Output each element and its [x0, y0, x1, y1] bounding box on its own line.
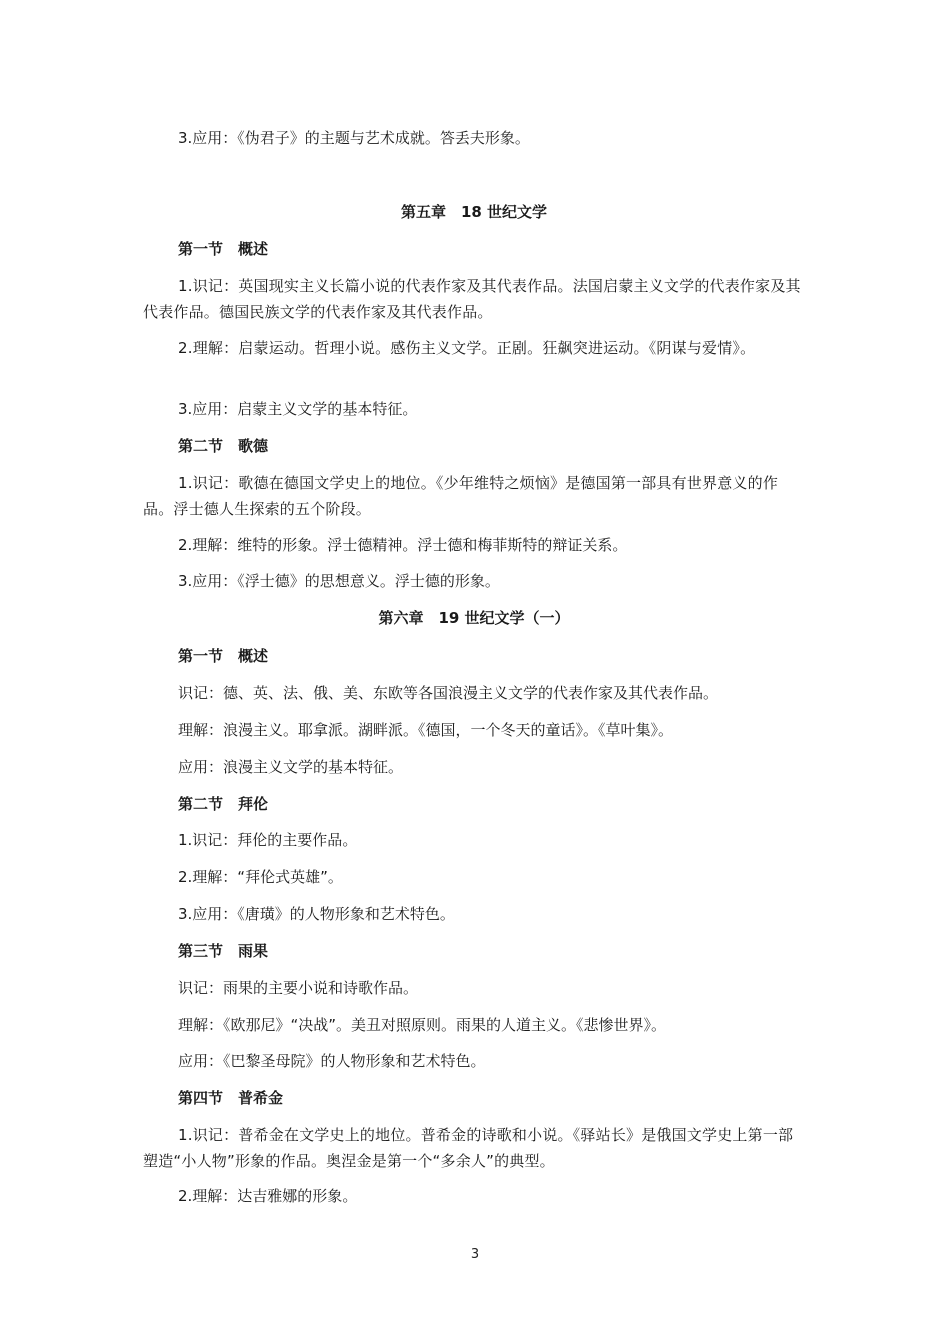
ch6-s4-item-2: 2.理解：达吉雅娜的形象。 [178, 1187, 358, 1205]
chapter-5-title: 第五章 18 世纪文学 [400, 203, 548, 221]
ch6-s3-item-1: 识记：雨果的主要小说和诗歌作品。 [178, 979, 419, 997]
ch6-s1-item-2: 理解：浪漫主义。耶拿派。湖畔派。《德国，一个冬天的童话》。《草叶集》。 [178, 721, 674, 739]
ch5-s2-item-1: 1.识记：歌德在德国文学史上的地位。《少年维特之烦恼》是德国第一部具有世界意义的作品。浮士德人生探索的五个阶段。 [143, 474, 779, 518]
ch6-section-4-heading: 第四节 普希金 [178, 1089, 284, 1107]
ch6-section-2-heading: 第二节 拜伦 [178, 795, 269, 813]
ch6-s4-item-1: 1.识记：普希金在文学史上的地位。普希金的诗歌和小说。《驿站长》是俄国文学史上第一部塑造“小人物”形象的作品。奥涅金是第一个“多余人”的典型。 [143, 1126, 794, 1170]
ch6-section-3-heading: 第三节 雨果 [178, 942, 269, 960]
ch6-s3-item-3: 应用：《巴黎圣母院》的人物形象和艺术特色。 [178, 1052, 486, 1070]
page-number: 3 [470, 1247, 480, 1262]
ch6-s3-item-2: 理解：《欧那尼》“决战”。美丑对照原则。雨果的人道主义。《悲惨世界》。 [178, 1016, 667, 1034]
ch6-s2-item-1: 1.识记：拜伦的主要作品。 [178, 831, 358, 849]
ch6-s2-item-3: 3.应用：《唐璜》的人物形象和艺术特色。 [178, 905, 455, 923]
chapter-6-title: 第六章 19 世纪文学（一） [378, 609, 570, 627]
ch6-s2-item-2: 2.理解：“拜伦式英雄”。 [178, 868, 343, 886]
ch5-s1-item-1: 1.识记：英国现实主义长篇小说的代表作家及其代表作品。法国启蒙主义文学的代表作家及其代表作品。德国民族文学的代表作家及其代表作品。 [143, 277, 801, 321]
ch5-s2-item-2: 2.理解：维特的形象。浮士德精神。浮士德和梅菲斯特的辩证关系。 [178, 536, 628, 554]
ch6-section-1-heading: 第一节 概述 [178, 647, 269, 665]
ch5-section-1-heading: 第一节 概述 [178, 240, 269, 258]
ch5-s1-item-2: 2.理解：启蒙运动。哲理小说。感伤主义文学。正剧。狂飙突进运动。《阴谋与爱情》。 [178, 339, 756, 357]
ch5-s2-item-3: 3.应用：《浮士德》的思想意义。浮士德的形象。 [178, 572, 500, 590]
ch5-section-2-heading: 第二节 歌德 [178, 437, 269, 455]
ch6-s1-item-3: 应用：浪漫主义文学的基本特征。 [178, 758, 404, 776]
ch5-s1-item-3: 3.应用：启蒙主义文学的基本特征。 [178, 400, 418, 418]
paragraph-fuguozi-application: 3.应用：《伪君子》的主题与艺术成就。答丢夫形象。 [178, 129, 530, 147]
ch6-s1-item-1: 识记：德、英、法、俄、美、东欧等各国浪漫主义文学的代表作家及其代表作品。 [178, 684, 719, 702]
